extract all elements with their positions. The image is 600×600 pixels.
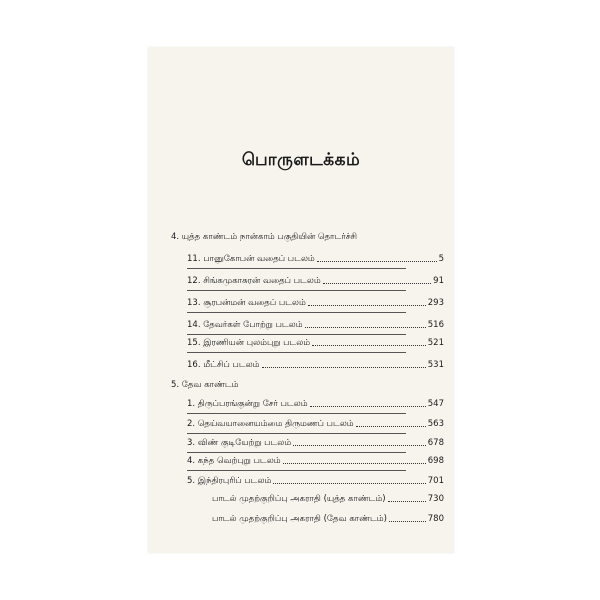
divider xyxy=(187,290,406,291)
dot-leader xyxy=(310,406,426,407)
divider xyxy=(187,352,406,353)
toc-entry xyxy=(187,298,444,309)
toc-entry-page: 547 xyxy=(427,399,444,409)
toc-entry xyxy=(187,399,444,410)
toc-entry-page: 293 xyxy=(427,298,444,308)
toc-entry-label: 12. சிங்கமுகாசுரன் வதைப் படலம் xyxy=(187,276,321,286)
index-entry-label: பாடல் முதற்குறிப்பு அகராதி (யுத்த காண்டம்) xyxy=(212,494,386,504)
divider xyxy=(187,470,406,471)
divider xyxy=(187,334,406,335)
index-entry xyxy=(212,494,444,505)
dot-leader xyxy=(323,283,431,284)
toc-entry-page: 531 xyxy=(427,360,444,370)
toc-entry-page: 563 xyxy=(427,419,444,429)
index-entry-label: பாடல் முதற்குறிப்பு அகராதி (தேவ காண்டம்) xyxy=(212,514,387,524)
toc-entry-label: 1. திருப்பரங்குன்று சேர் படலம் xyxy=(187,399,308,409)
toc-entry-label: 11. பானுகோபன் வதைப் படலம் xyxy=(187,254,315,264)
section-heading-yuddha xyxy=(171,232,444,243)
toc-entry-label: 15. இரணியன் புலம்புறு படலம் xyxy=(187,338,311,348)
section-label: 4. யுத்த காண்டம் நான்காம் பகுதியின் தொடர்ச்சி xyxy=(171,232,358,242)
toc-entry-label: 3. விண் குடியேற்று படலம் xyxy=(187,438,292,448)
dot-leader xyxy=(273,483,425,484)
dot-leader xyxy=(283,463,426,464)
toc-entry-page: 521 xyxy=(427,338,444,348)
toc-entry-page: 91 xyxy=(433,276,444,286)
book-page xyxy=(148,47,454,553)
index-entry xyxy=(212,514,444,525)
toc-entry xyxy=(187,419,444,430)
toc-entry-label: 13. சூரபன்மன் வதைப் படலம் xyxy=(187,298,306,308)
toc-entry-label: 2. தெய்வயானையம்மை திருமணப் படலம் xyxy=(187,419,354,429)
toc-entry-page: 698 xyxy=(427,456,444,466)
dot-leader xyxy=(308,305,426,306)
toc-entry xyxy=(187,276,444,287)
dot-leader xyxy=(389,521,426,522)
toc-entry xyxy=(187,360,444,371)
divider xyxy=(187,268,406,269)
dot-leader xyxy=(356,426,426,427)
toc-entry xyxy=(187,254,444,265)
divider xyxy=(187,312,406,313)
dot-leader xyxy=(262,367,426,368)
dot-leader xyxy=(312,345,426,346)
toc-entry xyxy=(187,456,444,467)
index-entry-page: 780 xyxy=(427,514,444,524)
toc-entry-page: 701 xyxy=(427,476,444,486)
toc-entry-page: 5 xyxy=(438,254,444,264)
toc-entry-label: 16. மீட்சிப் படலம் xyxy=(187,360,260,370)
page-title: பொருளடக்கம் xyxy=(241,150,361,170)
dot-leader xyxy=(293,445,426,446)
toc-entry xyxy=(187,320,444,331)
divider xyxy=(187,413,406,414)
divider xyxy=(187,452,406,453)
toc-entry xyxy=(187,338,444,349)
toc-entry-page: 516 xyxy=(427,320,444,330)
toc-entry xyxy=(187,438,444,449)
toc-entry xyxy=(187,476,444,487)
divider xyxy=(187,433,406,434)
toc-entry-page: 678 xyxy=(427,438,444,448)
dot-leader xyxy=(388,501,426,502)
dot-leader xyxy=(305,327,426,328)
toc-entry-label: 5. இந்திரபுரிப் படலம் xyxy=(187,476,272,486)
section-label: 5. தேவ காண்டம் xyxy=(171,380,239,390)
toc-entry-label: 14. தேவர்கள் போற்று படலம் xyxy=(187,320,303,330)
index-entry-page: 730 xyxy=(427,494,444,504)
toc-entry-label: 4. கந்த வெற்புறு படலம் xyxy=(187,456,281,466)
dot-leader xyxy=(317,261,437,262)
section-heading-deva xyxy=(171,380,444,391)
